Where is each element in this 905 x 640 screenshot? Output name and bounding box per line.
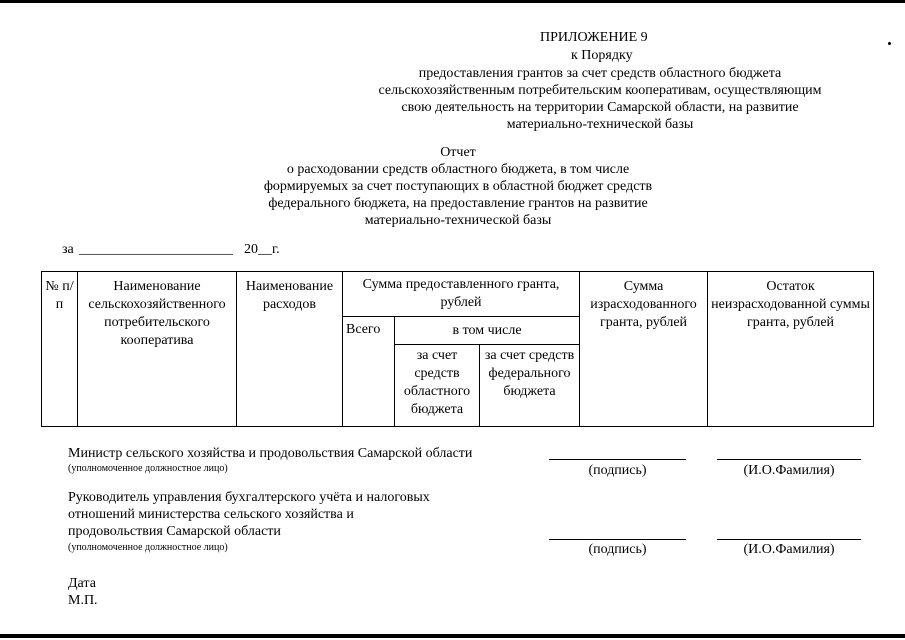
header-including: в том числе <box>395 317 580 345</box>
head-title-2: отношений министерства сельского хозяйства и <box>68 507 354 522</box>
appendix-desc-2: сельскохозяйственным потребительским кооперативам, осуществляющим <box>378 83 822 98</box>
report-line-3: федерального бюджета, на предоставление грантов на развитие <box>268 196 648 211</box>
period-year: 20__г. <box>244 242 280 257</box>
report-table <box>41 271 874 427</box>
appendix-title: ПРИЛОЖЕНИЕ 9 <box>540 30 648 45</box>
header-number: № п/п <box>42 272 78 427</box>
head-title-1: Руководитель управления бухгалтерского учёта и налоговых <box>68 490 430 505</box>
date-label: Дата <box>68 576 96 591</box>
report-title: Отчет <box>440 145 476 160</box>
report-line-1: о расходовании средств областного бюджета, в том числе <box>286 162 630 177</box>
head-name-caption: (И.О.Фамилия) <box>743 542 835 557</box>
minister-authorized-note: (уполномоченное должностное лицо) <box>68 463 228 474</box>
stamp-label: М.П. <box>68 593 98 608</box>
bottom-border <box>0 634 905 638</box>
head-name-line <box>717 539 861 540</box>
minister-title: Министр сельского хозяйства и продовольствия Самарской области <box>68 446 473 461</box>
appendix-order: к Порядку <box>571 48 633 63</box>
minister-signature-caption: (подпись) <box>588 463 647 478</box>
top-border <box>0 0 905 3</box>
report-line-2: формируемых за счет поступающих в областной бюджет средств <box>263 179 653 194</box>
header-expense: Наименование расходов <box>237 272 343 427</box>
minister-name-caption: (И.О.Фамилия) <box>743 463 835 478</box>
header-remainder: Остаток неизрасходованной суммы гранта, рублей <box>708 272 874 427</box>
header-grant-sum: Сумма предоставленного гранта, рублей <box>343 272 580 317</box>
minister-signature-line <box>549 459 686 460</box>
header-total: Всего <box>343 317 395 427</box>
appendix-desc-4: материально-технической базы <box>506 117 694 132</box>
header-regional-budget: за счет средств областного бюджета <box>395 345 480 427</box>
head-signature-line <box>549 539 686 540</box>
header-spent: Сумма израсходованного гранта, рублей <box>580 272 708 427</box>
appendix-desc-1: предоставления грантов за счет средств областного бюджета <box>418 66 782 81</box>
minister-name-line <box>717 459 861 460</box>
period-blank: ______________________ <box>79 242 233 257</box>
head-title-3: продовольствия Самарской области <box>68 524 281 539</box>
period-prefix: за <box>62 242 74 257</box>
header-federal-budget: за счет средств федерального бюджета <box>480 345 580 427</box>
head-authorized-note: (уполномоченное должностное лицо) <box>68 542 228 553</box>
scan-speck <box>888 42 891 45</box>
head-signature-caption: (подпись) <box>588 542 647 557</box>
appendix-desc-3: свою деятельность на территории Самарской области, на развитие <box>401 100 799 115</box>
header-cooperative: Наименование сельскохозяйственного потребительского кооператива <box>78 272 237 427</box>
report-line-4: материально-технической базы <box>364 213 552 228</box>
